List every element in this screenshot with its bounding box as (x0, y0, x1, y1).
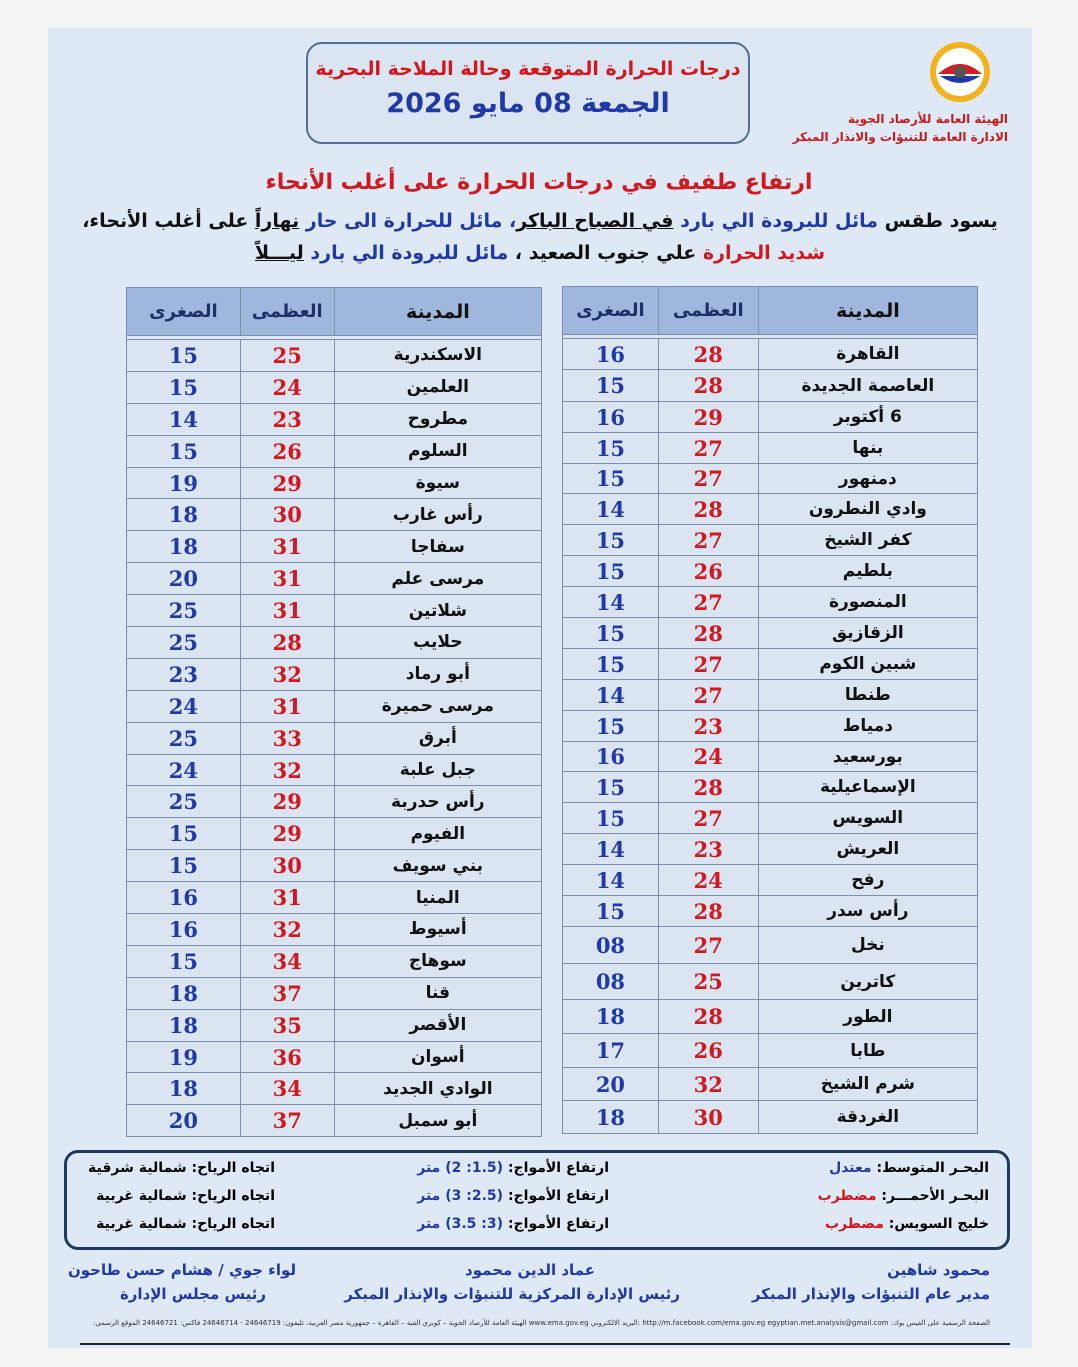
org-line-2: الادارة العامة للتنبؤات والانذار المبكر (792, 130, 1008, 144)
desc-text: في الصباح الباكر (516, 210, 674, 232)
min-temp: 18 (563, 1000, 659, 1034)
min-temp: 15 (563, 772, 659, 803)
table-row (127, 1041, 542, 1073)
desc-text: يسود طقس (877, 210, 998, 232)
min-temp: 20 (127, 1105, 241, 1137)
city-name: نخل (758, 927, 977, 964)
max-temp: 32 (240, 658, 334, 690)
max-temp: 27 (658, 680, 758, 711)
wind-direction: اتجاه الرياح: شمالية شرقية (88, 1160, 275, 1176)
city-name: الوادي الجديد (334, 1073, 541, 1105)
city-name: قنا (334, 977, 541, 1009)
city-name: شبين الكوم (758, 649, 977, 680)
min-temp: 18 (127, 531, 241, 563)
min-temp: 23 (127, 658, 241, 690)
max-temp: 23 (240, 403, 334, 435)
max-temp: 28 (658, 618, 758, 649)
desc-text: علي جنوب الصعيد ، (508, 242, 697, 264)
city-name: أسيوط (334, 914, 541, 946)
table-row (563, 464, 978, 494)
max-temp: 31 (240, 882, 334, 914)
min-temp: 18 (127, 1073, 241, 1105)
city-name: سفاجا (334, 531, 541, 563)
max-temp: 37 (240, 977, 334, 1009)
table-row (563, 927, 978, 964)
min-temp: 18 (127, 1009, 241, 1041)
table-row (127, 786, 542, 818)
max-temp: 23 (658, 834, 758, 865)
table-row (127, 563, 542, 595)
wind-direction: اتجاه الرياح: شمالية غربية (96, 1216, 275, 1232)
min-temp: 15 (127, 435, 241, 467)
table-row (563, 865, 978, 896)
min-temp: 15 (127, 850, 241, 882)
min-temp: 14 (563, 834, 659, 865)
header-min: الصغرى (563, 287, 659, 335)
min-temp: 16 (127, 914, 241, 946)
sea-state: مضطرب (817, 1188, 877, 1204)
min-temp: 14 (563, 865, 659, 896)
max-temp: 28 (658, 339, 758, 370)
city-name: المنيا (334, 882, 541, 914)
sea-label: البحـر الأحمـــر: (876, 1188, 989, 1204)
min-temp: 15 (127, 340, 241, 372)
city-name: رفح (758, 865, 977, 896)
org-line-1: الهيئة العامة للأرصاد الجوية (847, 112, 1008, 126)
max-temp: 30 (658, 1101, 758, 1134)
table-row (127, 850, 542, 882)
min-temp: 18 (127, 499, 241, 531)
min-temp: 19 (127, 1041, 241, 1073)
city-name: بني سويف (334, 850, 541, 882)
max-temp: 28 (240, 627, 334, 659)
wave-cell (417, 1188, 609, 1204)
max-temp: 25 (240, 340, 334, 372)
ema-logo-icon (928, 40, 992, 104)
header-city: المدينة (334, 288, 541, 336)
min-temp: 15 (563, 556, 659, 587)
city-name: أسوان (334, 1041, 541, 1073)
signature-title: رئيس مجلس الإدارة (119, 1285, 267, 1303)
max-temp: 24 (240, 371, 334, 403)
max-temp: 25 (658, 964, 758, 1000)
table-row (563, 1034, 978, 1068)
max-temp: 23 (658, 711, 758, 742)
max-temp: 30 (240, 499, 334, 531)
table-row (127, 882, 542, 914)
min-temp: 20 (563, 1068, 659, 1101)
max-temp: 24 (658, 742, 758, 772)
table-row (127, 371, 542, 403)
sea-label: خليج السويس: (883, 1216, 989, 1232)
city-name: كفر الشيخ (758, 525, 977, 556)
table-row (563, 587, 978, 618)
max-temp: 27 (658, 433, 758, 464)
min-temp: 08 (563, 927, 659, 964)
table-row (127, 1009, 542, 1041)
city-name: شلاتين (334, 595, 541, 627)
wave-value: (1.5: 2) متر (417, 1160, 504, 1176)
signature-title: مدير عام التنبؤات والإنذار المبكر (751, 1285, 990, 1303)
min-temp: 17 (563, 1034, 659, 1068)
table-row (127, 658, 542, 690)
city-name: طنطا (758, 680, 977, 711)
sea-label: البحـر المتوسط: (871, 1160, 989, 1176)
max-temp: 29 (240, 786, 334, 818)
description-line-1 (60, 206, 1020, 236)
table-row (127, 914, 542, 946)
city-name: الإسماعيلية (758, 772, 977, 803)
city-name: 6 أكتوبر (758, 402, 977, 433)
min-temp: 18 (127, 977, 241, 1009)
headline: ارتفاع طفيف في درجات الحرارة على أغلب الأنحاء (265, 170, 813, 195)
city-name: وادي النطرون (758, 494, 977, 525)
max-temp: 26 (240, 435, 334, 467)
max-temp: 27 (658, 587, 758, 618)
footer-contact: الصفحة الرسمية على الفيس بوك: http://m.facebook.com/ema.gov.eg egyptian.met.analysis@gmail.com :البريد الالكتروني www.ema.gov.eg الهيئة العامة للأرصاد الجوية – كوبري القبة – القاهرة – جمهورية مصر العربية، تليفون: 24646719 - 24646714 فاكس: 24646721 الموقع الرسمي: (92, 1319, 990, 1327)
city-name: رأس غارب (334, 499, 541, 531)
min-temp: 20 (127, 563, 241, 595)
table-row (127, 595, 542, 627)
table-row (127, 499, 542, 531)
min-temp: 14 (563, 494, 659, 525)
table-row (127, 435, 542, 467)
city-name: شرم الشيخ (758, 1068, 977, 1101)
city-name: العلمين (334, 371, 541, 403)
table-row (563, 556, 978, 587)
marine-row (67, 1188, 1007, 1216)
desc-text: نهاراً (254, 210, 300, 232)
max-temp: 28 (658, 494, 758, 525)
max-temp: 34 (240, 945, 334, 977)
signature-left (67, 1258, 296, 1306)
wave-cell (417, 1216, 609, 1232)
signature-right (752, 1258, 990, 1306)
table-row (563, 896, 978, 927)
max-temp: 27 (658, 464, 758, 494)
max-temp: 28 (658, 370, 758, 402)
wave-label: ارتفاع الأمواج: (503, 1216, 609, 1232)
min-temp: 25 (127, 627, 241, 659)
desc-text: ليـــلاً (254, 242, 304, 264)
table-row (563, 803, 978, 834)
sea-state: معتدل (829, 1160, 872, 1176)
max-temp: 28 (658, 1000, 758, 1034)
table-row (563, 494, 978, 525)
table-row (127, 467, 542, 499)
table-row (563, 370, 978, 402)
min-temp: 16 (563, 402, 659, 433)
desc-text: مائل للبرودة الي بارد (303, 242, 509, 264)
min-temp: 19 (127, 467, 241, 499)
table-row (563, 1000, 978, 1034)
title-box (306, 42, 750, 144)
max-temp: 27 (658, 803, 758, 834)
city-name: الاسكندرية (334, 340, 541, 372)
table-row (563, 1068, 978, 1101)
signature-name: عماد الدين محمود (465, 1261, 595, 1279)
city-name: سوهاج (334, 945, 541, 977)
min-temp: 25 (127, 786, 241, 818)
min-temp: 15 (563, 896, 659, 927)
sea-state: مضطرب (825, 1216, 884, 1232)
desc-text: ، مائل للحرارة الى حار (299, 210, 517, 232)
max-temp: 36 (240, 1041, 334, 1073)
table-row (127, 1073, 542, 1105)
city-name: طابا (758, 1034, 977, 1068)
max-temp: 26 (658, 556, 758, 587)
table-row (563, 618, 978, 649)
city-name: أبو سمبل (334, 1105, 541, 1137)
max-temp: 31 (240, 595, 334, 627)
wave-value: (3: 3.5) متر (417, 1216, 504, 1232)
wave-label: ارتفاع الأمواج: (503, 1160, 609, 1176)
signature-name: محمود شاهين (887, 1261, 990, 1279)
wave-label: ارتفاع الأمواج: (503, 1188, 609, 1204)
table-row (127, 977, 542, 1009)
table-row (563, 525, 978, 556)
min-temp: 15 (127, 818, 241, 850)
max-temp: 27 (658, 525, 758, 556)
max-temp: 37 (240, 1105, 334, 1137)
city-name: الطور (758, 1000, 977, 1034)
temperature-table-right (562, 286, 978, 1134)
sea-cell (825, 1216, 989, 1232)
max-temp: 32 (658, 1068, 758, 1101)
page-title: درجات الحرارة المتوقعة وحالة الملاحة البحرية (315, 58, 741, 80)
max-temp: 32 (240, 754, 334, 786)
table-row (563, 772, 978, 803)
city-name: مرسى حميرة (334, 690, 541, 722)
city-name: سيوة (334, 467, 541, 499)
min-temp: 16 (563, 339, 659, 370)
desc-text: على أغلب الأنحاء، (82, 210, 255, 232)
city-name: دمياط (758, 711, 977, 742)
table-row (563, 339, 978, 370)
sea-cell (829, 1160, 989, 1176)
organization-name (748, 110, 1008, 146)
marine-row (67, 1216, 1007, 1244)
desc-text: مائل للبرودة الي بارد (673, 210, 878, 232)
min-temp: 14 (563, 587, 659, 618)
city-name: بورسعيد (758, 742, 977, 772)
table-row (563, 834, 978, 865)
description-line-2 (60, 238, 1020, 268)
signature-title: رئيس الإدارة المركزية للتنبؤات والإنذار المبكر (344, 1285, 680, 1303)
city-name: السويس (758, 803, 977, 834)
max-temp: 30 (240, 850, 334, 882)
city-name: مطروح (334, 403, 541, 435)
city-name: رأس حدربة (334, 786, 541, 818)
max-temp: 32 (240, 914, 334, 946)
city-name: الغردقة (758, 1101, 977, 1134)
min-temp: 15 (563, 649, 659, 680)
min-temp: 24 (127, 690, 241, 722)
city-name: المنصورة (758, 587, 977, 618)
min-temp: 25 (127, 722, 241, 754)
city-name: أبو رماد (334, 658, 541, 690)
city-name: رأس سدر (758, 896, 977, 927)
min-temp: 15 (563, 803, 659, 834)
min-temp: 14 (563, 680, 659, 711)
city-name: القاهرة (758, 339, 977, 370)
bottom-divider (80, 1343, 1010, 1345)
min-temp: 25 (127, 595, 241, 627)
table-row (563, 1101, 978, 1134)
forecast-date: الجمعة 08 مايو 2026 (386, 88, 670, 119)
table-row (563, 402, 978, 433)
min-temp: 15 (563, 370, 659, 402)
signature-center (344, 1258, 680, 1306)
city-name: الزقازيق (758, 618, 977, 649)
table-row (127, 627, 542, 659)
max-temp: 34 (240, 1073, 334, 1105)
wind-direction: اتجاه الرياح: شمالية غربية (96, 1188, 275, 1204)
table-row (127, 722, 542, 754)
max-temp: 33 (240, 722, 334, 754)
min-temp: 14 (127, 403, 241, 435)
min-temp: 24 (127, 754, 241, 786)
header-max: العظمى (658, 287, 758, 335)
max-temp: 28 (658, 772, 758, 803)
max-temp: 27 (658, 927, 758, 964)
max-temp: 26 (658, 1034, 758, 1068)
marine-conditions-box (64, 1150, 1010, 1250)
table-row (127, 690, 542, 722)
sea-cell (818, 1188, 989, 1204)
desc-text: شديد الحرارة (696, 242, 826, 264)
min-temp: 15 (563, 525, 659, 556)
min-temp: 15 (563, 464, 659, 494)
city-name: الفيوم (334, 818, 541, 850)
city-name: العاصمة الجديدة (758, 370, 977, 402)
table-row (563, 680, 978, 711)
max-temp: 27 (658, 649, 758, 680)
table-row (127, 340, 542, 372)
header-city: المدينة (758, 287, 977, 335)
min-temp: 16 (127, 882, 241, 914)
header-min: الصغرى (127, 288, 241, 336)
min-temp: 15 (563, 711, 659, 742)
min-temp: 15 (563, 433, 659, 464)
max-temp: 29 (658, 402, 758, 433)
city-name: بنها (758, 433, 977, 464)
city-name: بلطيم (758, 556, 977, 587)
max-temp: 31 (240, 531, 334, 563)
table-row (563, 433, 978, 464)
city-name: العريش (758, 834, 977, 865)
min-temp: 15 (127, 945, 241, 977)
max-temp: 35 (240, 1009, 334, 1041)
city-name: السلوم (334, 435, 541, 467)
min-temp: 15 (127, 371, 241, 403)
min-temp: 08 (563, 964, 659, 1000)
max-temp: 31 (240, 563, 334, 595)
header-max: العظمى (240, 288, 334, 336)
table-row (127, 1105, 542, 1137)
min-temp: 15 (563, 618, 659, 649)
table-row (127, 945, 542, 977)
city-name: كاترين (758, 964, 977, 1000)
city-name: مرسى علم (334, 563, 541, 595)
city-name: دمنهور (758, 464, 977, 494)
max-temp: 31 (240, 690, 334, 722)
table-row (563, 742, 978, 772)
wave-value: (2.5: 3) متر (417, 1188, 504, 1204)
table-row (127, 403, 542, 435)
max-temp: 29 (240, 467, 334, 499)
city-name: حلايب (334, 627, 541, 659)
table-row (127, 531, 542, 563)
min-temp: 16 (563, 742, 659, 772)
wave-cell (417, 1160, 609, 1176)
temperature-table-left (126, 287, 542, 1137)
city-name: أبرق (334, 722, 541, 754)
max-temp: 29 (240, 818, 334, 850)
table-row (127, 818, 542, 850)
min-temp: 18 (563, 1101, 659, 1134)
signature-name: لواء جوي / هشام حسن طاحون (67, 1261, 296, 1279)
table-row (127, 754, 542, 786)
table-row (563, 964, 978, 1000)
max-temp: 28 (658, 896, 758, 927)
max-temp: 24 (658, 865, 758, 896)
table-row (563, 649, 978, 680)
city-name: جبل علبة (334, 754, 541, 786)
city-name: الأقصر (334, 1009, 541, 1041)
marine-row (67, 1160, 1007, 1188)
table-row (563, 711, 978, 742)
